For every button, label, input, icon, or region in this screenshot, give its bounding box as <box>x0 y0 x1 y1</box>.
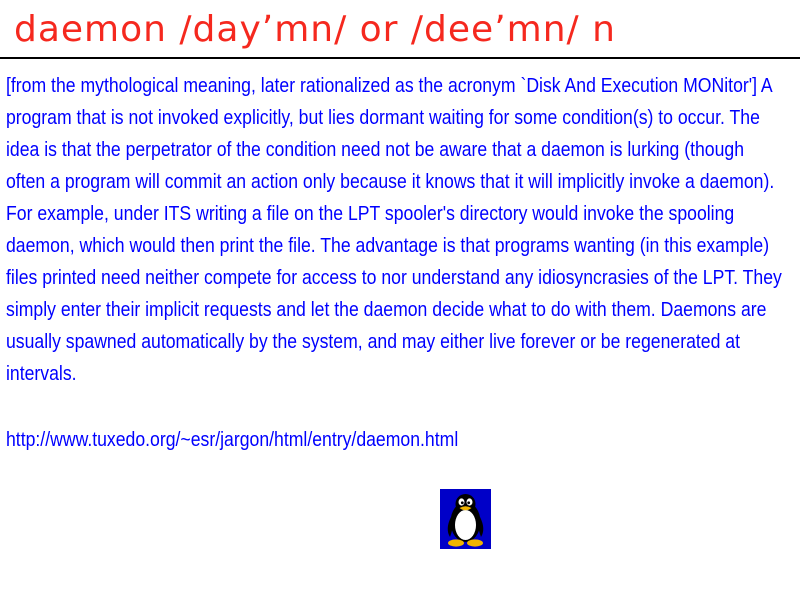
tux-penguin-icon <box>440 489 491 549</box>
title-divider <box>0 57 800 59</box>
source-link[interactable]: http://www.tuxedo.org/~esr/jargon/html/entry/daemon.html <box>6 428 459 451</box>
definition-body <box>6 70 788 390</box>
definition-text: [from the mythological meaning, later rationalized as the acronym `Disk And Execution MONitor'] A program that is not invoked explicitly, but lies dormant waiting for some condition(s) to occur. The idea is that the perpetrator of the condition need not be aware that a daemon is lurking (though often a program will commit an action only because it knows that it will implicitly invoke a daemon). For example, under ITS writing a file on the LPT spooler's directory would invoke the spooling daemon, which would then print the file. The advantage is that programs wanting (in this example) files printed need neither compete for access to nor understand any idiosyncrasies of the LPT. They simply enter their implicit requests and let the daemon decide what to do with them. Daemons are usually spawned automatically by the system, and may either live forever or be regenerated at intervals. <box>6 74 782 385</box>
page-title: daemon /day’mn/ or /dee’mn/ n <box>14 9 616 50</box>
